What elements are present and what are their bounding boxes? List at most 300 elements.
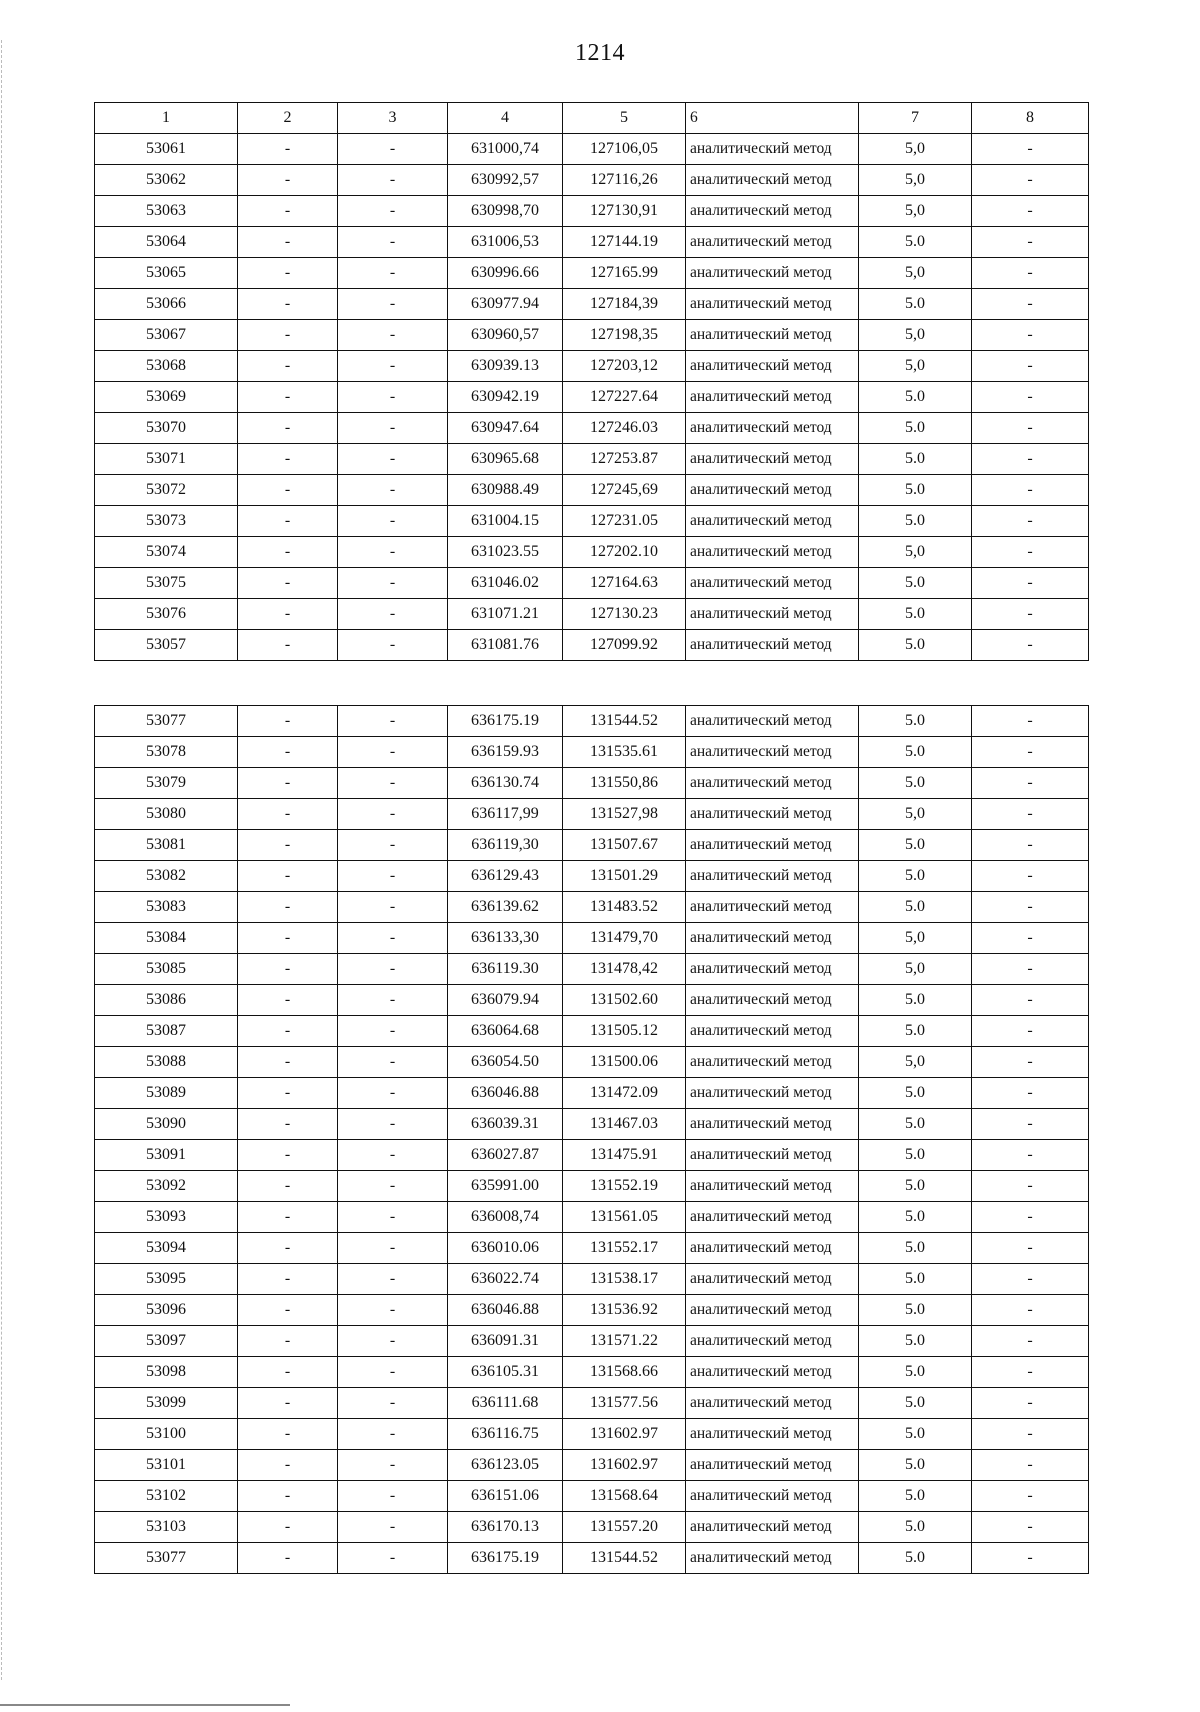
- cell-col-4: 636091.31: [448, 1326, 563, 1357]
- cell-col-1: 53085: [95, 954, 238, 985]
- table-row: [95, 985, 1089, 1016]
- cell-col-2: -: [238, 196, 338, 227]
- cell-col-8: -: [972, 1233, 1089, 1264]
- cell-col-4: 636010.06: [448, 1233, 563, 1264]
- cell-col-5: 127165.99: [563, 258, 686, 289]
- cell-col-5: 131501.29: [563, 861, 686, 892]
- cell-col-4: 631046.02: [448, 568, 563, 599]
- scan-left-edge: [1, 40, 2, 1680]
- table-row: [95, 1109, 1089, 1140]
- cell-col-8: -: [972, 1326, 1089, 1357]
- cell-col-5: 127130.23: [563, 599, 686, 630]
- cell-col-3: -: [338, 1419, 448, 1450]
- cell-col-1: 53057: [95, 630, 238, 661]
- cell-col-5: 131479,70: [563, 923, 686, 954]
- cell-col-4: 631000,74: [448, 134, 563, 165]
- cell-col-8: -: [972, 537, 1089, 568]
- cell-col-3: -: [338, 1481, 448, 1512]
- cell-col-4: 630988.49: [448, 475, 563, 506]
- cell-col-6: аналитический метод: [686, 630, 859, 661]
- cell-col-6: аналитический метод: [686, 1171, 859, 1202]
- cell-col-6: аналитический метод: [686, 165, 859, 196]
- cell-col-2: -: [238, 1388, 338, 1419]
- cell-col-8: -: [972, 923, 1089, 954]
- cell-col-2: -: [238, 892, 338, 923]
- cell-col-5: 127164.63: [563, 568, 686, 599]
- cell-col-1: 53088: [95, 1047, 238, 1078]
- cell-col-5: 131507.67: [563, 830, 686, 861]
- cell-col-4: 636130.74: [448, 768, 563, 799]
- cell-col-1: 53094: [95, 1233, 238, 1264]
- cell-col-1: 53077: [95, 1543, 238, 1574]
- cell-col-8: -: [972, 1388, 1089, 1419]
- cell-col-6: аналитический метод: [686, 923, 859, 954]
- cell-col-8: -: [972, 830, 1089, 861]
- cell-col-8: -: [972, 1450, 1089, 1481]
- cell-col-8: -: [972, 1016, 1089, 1047]
- cell-col-2: -: [238, 568, 338, 599]
- cell-col-8: -: [972, 630, 1089, 661]
- cell-col-2: -: [238, 165, 338, 196]
- cell-col-2: -: [238, 1419, 338, 1450]
- cell-col-8: -: [972, 892, 1089, 923]
- cell-col-2: -: [238, 861, 338, 892]
- cell-col-1: 53061: [95, 134, 238, 165]
- cell-col-1: 53070: [95, 413, 238, 444]
- cell-col-6: аналитический метод: [686, 1326, 859, 1357]
- cell-col-8: -: [972, 1295, 1089, 1326]
- cell-col-5: 131557.20: [563, 1512, 686, 1543]
- cell-col-8: -: [972, 706, 1089, 737]
- cell-col-3: -: [338, 289, 448, 320]
- cell-col-6: аналитический метод: [686, 706, 859, 737]
- table-row: [95, 1481, 1089, 1512]
- cell-col-1: 53071: [95, 444, 238, 475]
- cell-col-7: 5.0: [859, 413, 972, 444]
- cell-col-1: 53067: [95, 320, 238, 351]
- cell-col-6: аналитический метод: [686, 227, 859, 258]
- cell-col-2: -: [238, 737, 338, 768]
- cell-col-4: 630939.13: [448, 351, 563, 382]
- cell-col-7: 5.0: [859, 1233, 972, 1264]
- cell-col-7: 5,0: [859, 799, 972, 830]
- cell-col-8: -: [972, 737, 1089, 768]
- cell-col-5: 131602.97: [563, 1419, 686, 1450]
- cell-col-4: 631081.76: [448, 630, 563, 661]
- cell-col-6: аналитический метод: [686, 258, 859, 289]
- cell-col-6: аналитический метод: [686, 892, 859, 923]
- cell-col-6: аналитический метод: [686, 1388, 859, 1419]
- cell-col-2: -: [238, 1109, 338, 1140]
- cell-col-3: -: [338, 799, 448, 830]
- cell-col-3: -: [338, 506, 448, 537]
- cell-col-2: -: [238, 1078, 338, 1109]
- cell-col-4: 636159.93: [448, 737, 563, 768]
- cell-col-1: 53082: [95, 861, 238, 892]
- table-row: [95, 444, 1089, 475]
- cell-col-7: 5.0: [859, 1357, 972, 1388]
- cell-col-5: 131552.19: [563, 1171, 686, 1202]
- cell-col-5: 127231.05: [563, 506, 686, 537]
- cell-col-4: 636111.68: [448, 1388, 563, 1419]
- cell-col-2: -: [238, 985, 338, 1016]
- table-row: [95, 1450, 1089, 1481]
- cell-col-4: 636170.13: [448, 1512, 563, 1543]
- cell-col-5: 131475.91: [563, 1140, 686, 1171]
- cell-col-5: 127253.87: [563, 444, 686, 475]
- coordinates-table-1: [94, 102, 1089, 661]
- cell-col-6: аналитический метод: [686, 1140, 859, 1171]
- cell-col-6: аналитический метод: [686, 768, 859, 799]
- cell-col-3: -: [338, 1171, 448, 1202]
- cell-col-6: аналитический метод: [686, 320, 859, 351]
- cell-col-3: -: [338, 1202, 448, 1233]
- cell-col-2: -: [238, 1264, 338, 1295]
- cell-col-1: 53090: [95, 1109, 238, 1140]
- cell-col-8: -: [972, 1140, 1089, 1171]
- cell-col-7: 5.0: [859, 985, 972, 1016]
- cell-col-1: 53103: [95, 1512, 238, 1543]
- cell-col-2: -: [238, 506, 338, 537]
- cell-col-5: 127227.64: [563, 382, 686, 413]
- cell-col-4: 631071.21: [448, 599, 563, 630]
- cell-col-2: -: [238, 537, 338, 568]
- cell-col-1: 53063: [95, 196, 238, 227]
- cell-col-7: 5.0: [859, 506, 972, 537]
- cell-col-8: -: [972, 475, 1089, 506]
- cell-col-3: -: [338, 320, 448, 351]
- table-row: [95, 1264, 1089, 1295]
- cell-col-5: 127184,39: [563, 289, 686, 320]
- cell-col-3: -: [338, 196, 448, 227]
- cell-col-7: 5,0: [859, 1047, 972, 1078]
- cell-col-2: -: [238, 1512, 338, 1543]
- cell-col-4: 636123.05: [448, 1450, 563, 1481]
- cell-col-1: 53065: [95, 258, 238, 289]
- cell-col-8: -: [972, 985, 1089, 1016]
- table-row: [95, 706, 1089, 737]
- cell-col-4: 630996.66: [448, 258, 563, 289]
- cell-col-7: 5,0: [859, 351, 972, 382]
- cell-col-7: 5,0: [859, 165, 972, 196]
- cell-col-5: 127130,91: [563, 196, 686, 227]
- cell-col-1: 53081: [95, 830, 238, 861]
- cell-col-2: 2: [238, 103, 338, 134]
- cell-col-2: -: [238, 1202, 338, 1233]
- table-row: [95, 954, 1089, 985]
- table-row: [95, 1078, 1089, 1109]
- cell-col-1: 53100: [95, 1419, 238, 1450]
- table-row: [95, 630, 1089, 661]
- table-row: [95, 134, 1089, 165]
- cell-col-4: 636039.31: [448, 1109, 563, 1140]
- cell-col-6: аналитический метод: [686, 1016, 859, 1047]
- cell-col-3: -: [338, 768, 448, 799]
- cell-col-6: аналитический метод: [686, 599, 859, 630]
- cell-col-6: аналитический метод: [686, 196, 859, 227]
- cell-col-3: -: [338, 568, 448, 599]
- cell-col-6: аналитический метод: [686, 351, 859, 382]
- cell-col-4: 630992,57: [448, 165, 563, 196]
- cell-col-2: -: [238, 227, 338, 258]
- cell-col-7: 5.0: [859, 861, 972, 892]
- cell-col-8: -: [972, 506, 1089, 537]
- table-row: [95, 506, 1089, 537]
- cell-col-8: -: [972, 444, 1089, 475]
- cell-col-3: -: [338, 1543, 448, 1574]
- cell-col-2: -: [238, 1171, 338, 1202]
- cell-col-5: 131577.56: [563, 1388, 686, 1419]
- cell-col-1: 53064: [95, 227, 238, 258]
- cell-col-7: 5.0: [859, 568, 972, 599]
- cell-col-7: 5.0: [859, 737, 972, 768]
- cell-col-6: аналитический метод: [686, 1078, 859, 1109]
- cell-col-7: 5.0: [859, 1512, 972, 1543]
- cell-col-3: -: [338, 413, 448, 444]
- cell-col-5: 127106,05: [563, 134, 686, 165]
- cell-col-2: -: [238, 134, 338, 165]
- coordinates-table-2: [94, 705, 1089, 1574]
- cell-col-6: аналитический метод: [686, 134, 859, 165]
- cell-col-7: 5.0: [859, 444, 972, 475]
- table-row: [95, 1047, 1089, 1078]
- cell-col-5: 127198,35: [563, 320, 686, 351]
- cell-col-2: -: [238, 1543, 338, 1574]
- cell-col-1: 53073: [95, 506, 238, 537]
- cell-col-8: -: [972, 1171, 1089, 1202]
- cell-col-5: 131568.66: [563, 1357, 686, 1388]
- cell-col-6: аналитический метод: [686, 1109, 859, 1140]
- cell-col-7: 5.0: [859, 1450, 972, 1481]
- table-row: [95, 568, 1089, 599]
- table-row: [95, 227, 1089, 258]
- cell-col-6: аналитический метод: [686, 1233, 859, 1264]
- cell-col-3: -: [338, 1450, 448, 1481]
- cell-col-5: 131571.22: [563, 1326, 686, 1357]
- cell-col-8: -: [972, 599, 1089, 630]
- cell-col-3: -: [338, 830, 448, 861]
- cell-col-1: 53068: [95, 351, 238, 382]
- cell-col-1: 53078: [95, 737, 238, 768]
- cell-col-7: 5.0: [859, 892, 972, 923]
- table-row: [95, 1016, 1089, 1047]
- cell-col-8: -: [972, 799, 1089, 830]
- cell-col-5: 127099.92: [563, 630, 686, 661]
- table-row: [95, 830, 1089, 861]
- cell-col-5: 131472.09: [563, 1078, 686, 1109]
- cell-col-8: -: [972, 134, 1089, 165]
- cell-col-4: 636116.75: [448, 1419, 563, 1450]
- cell-col-7: 7: [859, 103, 972, 134]
- cell-col-8: -: [972, 1357, 1089, 1388]
- cell-col-8: -: [972, 382, 1089, 413]
- cell-col-7: 5.0: [859, 706, 972, 737]
- cell-col-8: -: [972, 1078, 1089, 1109]
- cell-col-8: -: [972, 165, 1089, 196]
- cell-col-4: 636119.30: [448, 954, 563, 985]
- cell-col-3: -: [338, 1264, 448, 1295]
- cell-col-5: 127116,26: [563, 165, 686, 196]
- cell-col-7: 5.0: [859, 1109, 972, 1140]
- cell-col-6: аналитический метод: [686, 1450, 859, 1481]
- scan-bottom-edge: [0, 1704, 290, 1706]
- cell-col-4: 630942.19: [448, 382, 563, 413]
- cell-col-6: аналитический метод: [686, 799, 859, 830]
- cell-col-6: аналитический метод: [686, 1419, 859, 1450]
- cell-col-3: -: [338, 1078, 448, 1109]
- cell-col-3: -: [338, 1357, 448, 1388]
- cell-col-5: 131544.52: [563, 1543, 686, 1574]
- cell-col-5: 131535.61: [563, 737, 686, 768]
- cell-col-3: -: [338, 1140, 448, 1171]
- cell-col-7: 5.0: [859, 1481, 972, 1512]
- cell-col-6: аналитический метод: [686, 1295, 859, 1326]
- cell-col-7: 5.0: [859, 382, 972, 413]
- cell-col-7: 5,0: [859, 954, 972, 985]
- table-row: [95, 1326, 1089, 1357]
- table-row: [95, 475, 1089, 506]
- cell-col-4: 636008,74: [448, 1202, 563, 1233]
- cell-col-6: 6: [686, 103, 859, 134]
- cell-col-7: 5.0: [859, 830, 972, 861]
- cell-col-7: 5.0: [859, 1140, 972, 1171]
- page-number: 1214: [575, 40, 625, 66]
- cell-col-1: 53092: [95, 1171, 238, 1202]
- cell-col-1: 53077: [95, 706, 238, 737]
- cell-col-6: аналитический метод: [686, 861, 859, 892]
- table-row: [95, 1140, 1089, 1171]
- cell-col-3: -: [338, 954, 448, 985]
- cell-col-4: 636151.06: [448, 1481, 563, 1512]
- table-row: [95, 165, 1089, 196]
- cell-col-7: 5.0: [859, 768, 972, 799]
- cell-col-4: 636054.50: [448, 1047, 563, 1078]
- cell-col-4: 630977.94: [448, 289, 563, 320]
- cell-col-2: -: [238, 382, 338, 413]
- cell-col-4: 635991.00: [448, 1171, 563, 1202]
- cell-col-7: 5.0: [859, 1016, 972, 1047]
- cell-col-1: 53091: [95, 1140, 238, 1171]
- cell-col-1: 53086: [95, 985, 238, 1016]
- cell-col-2: -: [238, 413, 338, 444]
- table-row: [95, 351, 1089, 382]
- cell-col-3: -: [338, 444, 448, 475]
- cell-col-5: 131538.17: [563, 1264, 686, 1295]
- cell-col-4: 630965.68: [448, 444, 563, 475]
- cell-col-3: -: [338, 351, 448, 382]
- cell-col-5: 131536.92: [563, 1295, 686, 1326]
- cell-col-4: 636175.19: [448, 1543, 563, 1574]
- table-row: [95, 1202, 1089, 1233]
- cell-col-8: -: [972, 320, 1089, 351]
- cell-col-8: 8: [972, 103, 1089, 134]
- cell-col-2: -: [238, 1140, 338, 1171]
- cell-col-7: 5.0: [859, 1078, 972, 1109]
- table-row: [95, 1357, 1089, 1388]
- cell-col-1: 53079: [95, 768, 238, 799]
- cell-col-5: 127245,69: [563, 475, 686, 506]
- cell-col-7: 5.0: [859, 1171, 972, 1202]
- cell-col-1: 53093: [95, 1202, 238, 1233]
- cell-col-5: 131483.52: [563, 892, 686, 923]
- cell-col-2: -: [238, 1450, 338, 1481]
- cell-col-6: аналитический метод: [686, 444, 859, 475]
- cell-col-2: -: [238, 1326, 338, 1357]
- cell-col-8: -: [972, 1512, 1089, 1543]
- cell-col-3: -: [338, 1326, 448, 1357]
- cell-col-1: 53075: [95, 568, 238, 599]
- cell-col-4: 636105.31: [448, 1357, 563, 1388]
- cell-col-8: -: [972, 1481, 1089, 1512]
- cell-col-8: -: [972, 351, 1089, 382]
- cell-col-8: -: [972, 1419, 1089, 1450]
- cell-col-3: -: [338, 475, 448, 506]
- cell-col-6: аналитический метод: [686, 737, 859, 768]
- cell-col-3: -: [338, 599, 448, 630]
- table-row: [95, 799, 1089, 830]
- table-row: [95, 289, 1089, 320]
- cell-col-5: 131552.17: [563, 1233, 686, 1264]
- cell-col-4: 4: [448, 103, 563, 134]
- cell-col-4: 630960,57: [448, 320, 563, 351]
- cell-col-2: -: [238, 475, 338, 506]
- cell-col-1: 1: [95, 103, 238, 134]
- cell-col-3: -: [338, 1047, 448, 1078]
- cell-col-3: -: [338, 861, 448, 892]
- cell-col-3: -: [338, 1233, 448, 1264]
- table-row: [95, 861, 1089, 892]
- cell-col-4: 636139.62: [448, 892, 563, 923]
- cell-col-3: -: [338, 737, 448, 768]
- cell-col-5: 127203,12: [563, 351, 686, 382]
- cell-col-2: -: [238, 444, 338, 475]
- cell-col-4: 636079.94: [448, 985, 563, 1016]
- cell-col-6: аналитический метод: [686, 506, 859, 537]
- cell-col-4: 636027.87: [448, 1140, 563, 1171]
- cell-col-2: -: [238, 954, 338, 985]
- cell-col-2: -: [238, 1233, 338, 1264]
- cell-col-5: 131500.06: [563, 1047, 686, 1078]
- cell-col-2: -: [238, 289, 338, 320]
- cell-col-2: -: [238, 1016, 338, 1047]
- cell-col-1: 53072: [95, 475, 238, 506]
- cell-col-5: 127246.03: [563, 413, 686, 444]
- cell-col-4: 636046.88: [448, 1078, 563, 1109]
- table-row: [95, 1512, 1089, 1543]
- cell-col-1: 53069: [95, 382, 238, 413]
- cell-col-6: аналитический метод: [686, 1202, 859, 1233]
- cell-col-2: -: [238, 923, 338, 954]
- cell-col-3: -: [338, 1109, 448, 1140]
- table-row: [95, 768, 1089, 799]
- cell-col-6: аналитический метод: [686, 289, 859, 320]
- table-row: [95, 258, 1089, 289]
- cell-col-7: 5.0: [859, 1388, 972, 1419]
- cell-col-8: -: [972, 568, 1089, 599]
- cell-col-7: 5.0: [859, 475, 972, 506]
- cell-col-2: -: [238, 1047, 338, 1078]
- cell-col-5: 127202.10: [563, 537, 686, 568]
- cell-col-6: аналитический метод: [686, 954, 859, 985]
- cell-col-6: аналитический метод: [686, 1357, 859, 1388]
- cell-col-3: -: [338, 165, 448, 196]
- table-row: [95, 196, 1089, 227]
- cell-col-3: -: [338, 1512, 448, 1543]
- cell-col-5: 131505.12: [563, 1016, 686, 1047]
- cell-col-3: -: [338, 892, 448, 923]
- table-row: [95, 599, 1089, 630]
- header-row: [95, 103, 1089, 134]
